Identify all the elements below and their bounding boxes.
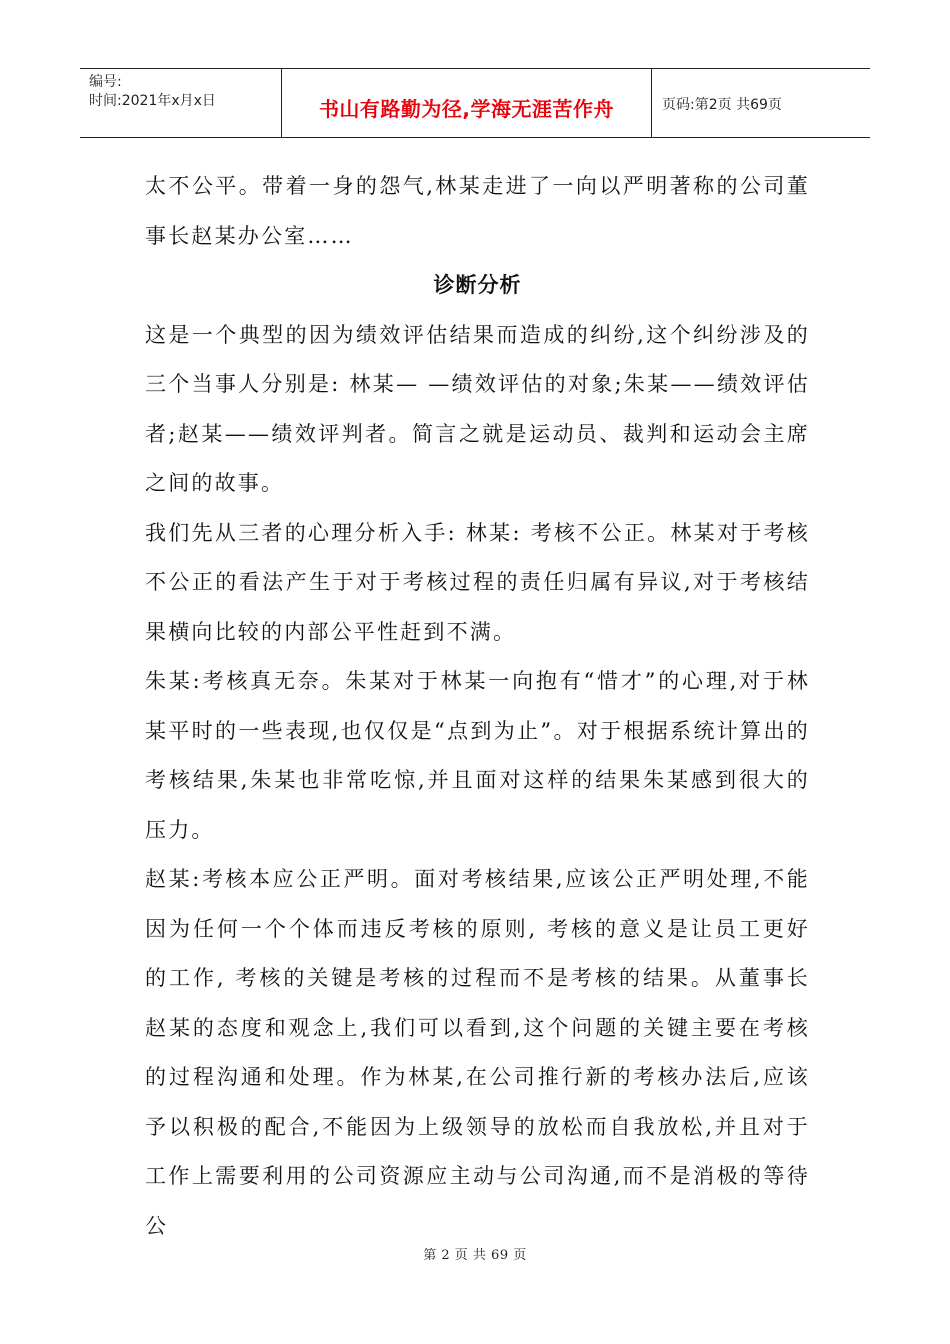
document-date-label: 时间:2021年x月x日 (89, 93, 216, 109)
header-page-cell (652, 69, 870, 137)
paragraph-lin-analysis: 我们先从三者的心理分析入手: 林某: 考核不公正。林某对于考核不公正的看法产生于对于考核过程的责任归属有异议,对于考核结果横向比较的内部公平性赶到不满。 (145, 520, 810, 644)
header-meta-cell (80, 69, 282, 137)
header-page-number: 页码:第2页 共69页 (662, 97, 782, 113)
document-number-label: 编号: (89, 74, 122, 90)
paragraph-zhao-analysis: 赵某:考核本应公正严明。面对考核结果,应该公正严明处理,不能因为任何一个个体而违反考核的原则, 考核的意义是让员工更好的工作, 考核的关键是考核的过程而不是考核的结果。从董事长赵某的态度和观念上,我们可以看到,这个问题的关键主要在考核的过程沟通和处理。作为林某,在公司推行新的考核办法后,应该予以积极的配合,不能因为上级领导的放松而自我放松,并且对于工作上需要利用的公司资源应主动与公司沟通,而不是消极的等待公 (145, 867, 810, 1238)
header-motto-cell (282, 69, 652, 137)
section-heading: 诊断分析 (433, 273, 522, 297)
document-body (145, 162, 810, 1251)
document-header (80, 68, 870, 138)
page-footer: 第 2 页 共 69 页 (423, 1248, 527, 1263)
paragraph-zhu-analysis: 朱某:考核真无奈。朱某对于林某一向抱有“惜才”的心理,对于林某平时的一些表现,也仅仅是“点到为止”。对于根据系统计算出的考核结果,朱某也非常吃惊,并且面对这样的结果朱某感到很大的压力。 (145, 669, 810, 842)
header-motto: 书山有路勤为径,学海无涯苦作舟 (318, 96, 615, 121)
paragraph-overview: 这是一个典型的因为绩效评估结果而造成的纠纷,这个纠纷涉及的三个当事人分别是: 林某— —绩效评估的对象;朱某——绩效评估者;赵某——绩效评判者。简言之就是运动员、裁判和运动会主席之间的故事。 (145, 322, 810, 495)
paragraph-continuation: 太不公平。带着一身的怨气,林某走进了一向以严明著称的公司董事长赵某办公室…… (145, 174, 810, 248)
